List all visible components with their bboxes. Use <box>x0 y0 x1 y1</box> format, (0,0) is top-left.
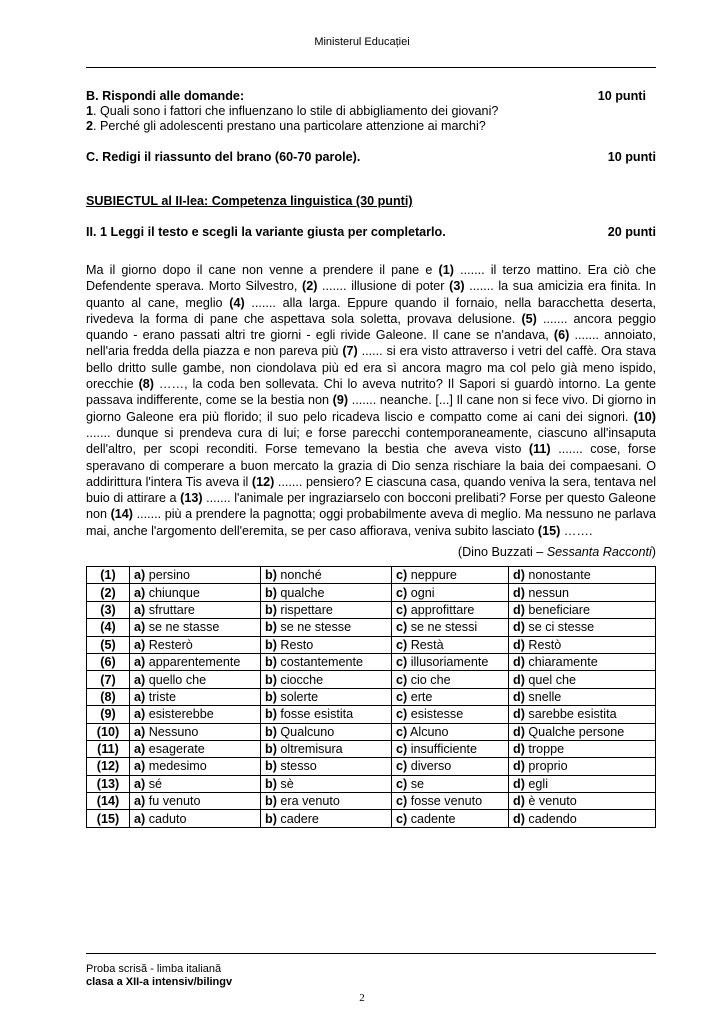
option-row <box>87 723 656 740</box>
option-row <box>87 758 656 775</box>
option-row <box>87 619 656 636</box>
option-a: a) se ne stasse <box>130 619 261 636</box>
gap-marker: (5) <box>521 311 537 326</box>
reading-passage: Ma il giorno dopo il cane non venne a prendere il pane e (1) ....... il terzo mattino. Era ciò che Defendente sperava. Morto Silvestro, (2) ....... illusione di poter (3) ....... la sua amicizia era finita. In quanto al cane, meglio (4) ....... alla larga. Eppure quando il fornaio, nella baracchetta deserta, rivedeva la forma di pane che aspettava sola soletta, provava delusione. (5) ....... ancora peggio quando - erano passati altri tre giorni - egli rivide Galeone. Il cane se n'andava, (6) ....... annoiato, nell'aria fredda della piazza e non pareva più (7) ...... si era visto attraverso i vetri del caffè. Ora stava bello dritto sulle gambe, non ciondolava più ed era sì ancora magro ma col pelo già meno ispido, orecchie (8) ……, la coda ben sollevata. Chi lo aveva nutrito? Il Sapori si guardò intorno. La gente passava indifferente, come se la bestia non (9) ....... neanche. [...] Il cane non si fece vivo. Di giorno in giorno Galeone era più florido; il suo pelo ricadeva liscio e compatto come ai cani dei signori. (10) ....... dunque si prendeva cura di lui; e forse parecchi contemporaneamente, ciascuno all'insaputa dell'altro, per scopi reconditi. Forse temevano la bestia che aveva visto (11) ....... cose, forse speravano di comperare a buon mercato la grazia di Dio senza rischiare la baia dei compaesani. O addirittura l'intera Tis aveva il (12) ....... pensiero? E ciascuna casa, quando veniva la sera, tentava nel buio di attirare a (13) ....... l'animale per ingraziarselo con bocconi prelibati? Forse per questo Galeone non (14) ....... più a prendere la pagnotta; oggi probabilmente aveva di meglio. Ma nessuno ne parlava mai, anche l'argomento dell'eremita, se per caso affiorava, veniva subito lasciato (15) ……. <box>86 263 657 538</box>
option-row <box>87 653 656 670</box>
option-d: d) Qualche persone <box>509 723 656 740</box>
option-a: a) triste <box>130 688 261 705</box>
option-b: b) ciocche <box>261 671 392 688</box>
option-b: b) solerte <box>261 688 392 705</box>
option-row <box>87 706 656 723</box>
gap-marker: (6) <box>553 328 570 343</box>
option-row <box>87 740 656 757</box>
option-row <box>87 793 656 810</box>
option-number: (2) <box>87 584 130 601</box>
section-b-points: 10 punti <box>597 89 646 103</box>
option-number: (7) <box>87 671 130 688</box>
section-c-title: C. Redigi il riassunto del brano (60-70 parole). <box>86 150 361 164</box>
subject-2-title: SUBIECTUL al II-lea: Competenza linguistica (30 punti) <box>86 194 413 208</box>
gap-marker: (8) <box>138 377 154 392</box>
section-c-points: 10 punti <box>607 150 656 164</box>
gap-marker: (2) <box>302 279 318 294</box>
option-c: c) Alcuno <box>392 723 509 740</box>
header-divider <box>86 67 656 68</box>
option-c: c) approfittare <box>392 601 509 618</box>
option-b: b) rispettare <box>261 601 392 618</box>
option-b: b) se ne stesse <box>261 619 392 636</box>
page-header: Ministerul Educației <box>314 36 410 48</box>
option-d: d) quel che <box>509 671 656 688</box>
option-b: b) Qualcuno <box>261 723 392 740</box>
option-number: (12) <box>87 758 130 775</box>
option-a: a) esisterebbe <box>130 706 261 723</box>
option-number: (15) <box>87 810 130 827</box>
option-number: (6) <box>87 653 130 670</box>
option-a: a) chiunque <box>130 584 261 601</box>
option-c: c) erte <box>392 688 509 705</box>
section-b-title: B. Rispondi alle domande: <box>86 89 245 103</box>
option-d: d) nessun <box>509 584 656 601</box>
option-b: b) nonché <box>261 567 392 584</box>
option-c: c) insufficiente <box>392 740 509 757</box>
option-b: b) era venuto <box>261 793 392 810</box>
option-c: c) diverso <box>392 758 509 775</box>
option-d: d) snelle <box>509 688 656 705</box>
gap-marker: (10) <box>633 409 656 424</box>
option-d: d) troppe <box>509 740 656 757</box>
option-number: (14) <box>87 793 130 810</box>
gap-marker: (7) <box>342 344 358 359</box>
option-row <box>87 775 656 792</box>
exercise-title: II. 1 Leggi il testo e scegli la variante giusta per completarlo. <box>86 225 446 239</box>
gap-marker: (11) <box>528 442 551 457</box>
question-1: 1. Quali sono i fattori che influenzano lo stile di abbigliamento dei giovani? <box>86 104 499 118</box>
option-c: c) cio che <box>392 671 509 688</box>
option-number: (5) <box>87 636 130 653</box>
option-b: b) sè <box>261 775 392 792</box>
option-number: (13) <box>87 775 130 792</box>
option-b: b) stesso <box>261 758 392 775</box>
gap-marker: (4) <box>229 295 245 310</box>
option-row <box>87 688 656 705</box>
option-c: c) fosse venuto <box>392 793 509 810</box>
gap-marker: (14) <box>110 507 134 522</box>
option-a: a) esagerate <box>130 740 261 757</box>
option-d: d) è venuto <box>509 793 656 810</box>
section-b-heading <box>86 88 656 104</box>
option-a: a) fu venuto <box>130 793 261 810</box>
option-d: d) Restò <box>509 636 656 653</box>
option-c: c) neppure <box>392 567 509 584</box>
option-a: a) persino <box>130 567 261 584</box>
option-c: c) illusoriamente <box>392 653 509 670</box>
option-c: c) ogni <box>392 584 509 601</box>
option-a: a) Nessuno <box>130 723 261 740</box>
footer-exam: Proba scrisă - limba italiană <box>86 963 222 975</box>
footer-divider <box>86 953 656 954</box>
page-number: 2 <box>359 992 365 1004</box>
option-number: (3) <box>87 601 130 618</box>
options-table <box>86 566 656 828</box>
option-number: (1) <box>87 567 130 584</box>
section-c-heading <box>86 149 656 165</box>
footer-class: clasa a XII-a intensiv/bilingv <box>86 976 233 988</box>
option-row <box>87 810 656 827</box>
option-d: d) beneficiare <box>509 601 656 618</box>
exercise-points: 20 punti <box>607 225 656 239</box>
option-c: c) esistesse <box>392 706 509 723</box>
option-d: d) chiaramente <box>509 653 656 670</box>
gap-marker: (13) <box>180 491 203 506</box>
option-b: b) Resto <box>261 636 392 653</box>
option-b: b) cadere <box>261 810 392 827</box>
option-d: d) nonostante <box>509 567 656 584</box>
option-a: a) quello che <box>130 671 261 688</box>
passage-source: (Dino Buzzati – Sessanta Racconti) <box>457 545 656 559</box>
option-number: (9) <box>87 706 130 723</box>
option-row <box>87 601 656 618</box>
option-a: a) sé <box>130 775 261 792</box>
option-b: b) qualche <box>261 584 392 601</box>
page-footer <box>86 963 232 989</box>
exercise-heading <box>86 224 656 240</box>
option-b: b) fosse esistita <box>261 706 392 723</box>
gap-marker: (9) <box>332 393 349 408</box>
option-c: c) cadente <box>392 810 509 827</box>
option-a: a) sfruttare <box>130 601 261 618</box>
option-c: c) Restà <box>392 636 509 653</box>
gap-marker: (12) <box>251 474 275 489</box>
option-number: (11) <box>87 740 130 757</box>
option-row <box>87 567 656 584</box>
gap-marker: (1) <box>438 263 454 277</box>
option-number: (10) <box>87 723 130 740</box>
option-c: c) se <box>392 775 509 792</box>
option-d: d) se ci stesse <box>509 619 656 636</box>
option-number: (8) <box>87 688 130 705</box>
option-d: d) proprio <box>509 758 656 775</box>
gap-marker: (3) <box>449 279 465 294</box>
option-row <box>87 584 656 601</box>
gap-marker: (15) <box>537 523 561 538</box>
option-b: b) oltremisura <box>261 740 392 757</box>
option-c: c) se ne stessi <box>392 619 509 636</box>
option-b: b) costantemente <box>261 653 392 670</box>
option-a: a) Resterò <box>130 636 261 653</box>
option-number: (4) <box>87 619 130 636</box>
option-d: d) sarebbe esistita <box>509 706 656 723</box>
option-a: a) medesimo <box>130 758 261 775</box>
option-d: d) cadendo <box>509 810 656 827</box>
option-d: d) egli <box>509 775 656 792</box>
option-a: a) apparentemente <box>130 653 261 670</box>
question-2: 2. Perché gli adolescenti prestano una particolare attenzione ai marchi? <box>86 119 486 133</box>
option-row <box>87 636 656 653</box>
option-row <box>87 671 656 688</box>
option-a: a) caduto <box>130 810 261 827</box>
